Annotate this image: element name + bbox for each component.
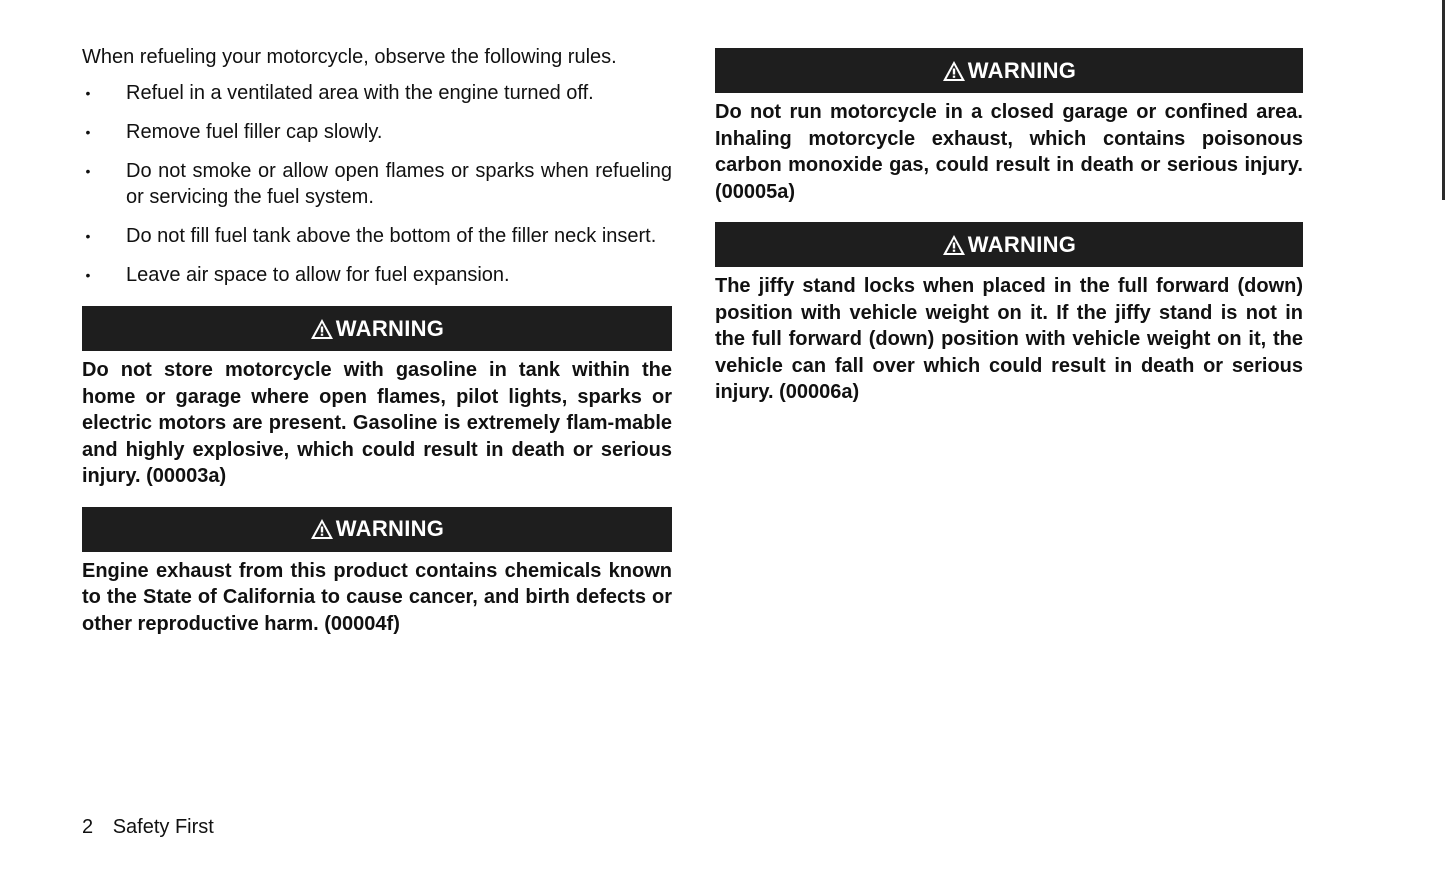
warning-text-california-chemicals: Engine exhaust from this product contains chemicals known to the State of California to cause cancer, and birth defects or other reproductive harm. (00004f) <box>82 559 672 635</box>
warning-label: WARNING <box>335 315 445 341</box>
rule-text: Remove fuel filler cap slowly. <box>126 121 383 143</box>
rule-item <box>82 80 672 106</box>
bullet-icon: • <box>85 124 91 140</box>
rule-text: Refuel in a ventilated area with the engine turned off. <box>126 82 594 104</box>
rule-item <box>82 262 672 288</box>
warning-triangle-icon <box>942 234 966 256</box>
warning-triangle-icon <box>942 60 966 82</box>
warning-banner <box>715 222 1303 267</box>
warning-banner <box>715 48 1303 93</box>
warning-label: WARNING <box>967 231 1077 257</box>
right-column <box>715 48 1303 406</box>
rule-item <box>82 158 672 210</box>
bullet-icon: • <box>85 267 91 283</box>
rule-text: Do not smoke or allow open flames or sparks when refueling or servicing the fuel system. <box>126 160 672 208</box>
warning-label: WARNING <box>967 57 1077 83</box>
warning-triangle-icon <box>310 318 334 340</box>
warning-label: WARNING <box>335 516 445 541</box>
refueling-intro: When refueling your motorcycle, observe the following rules. <box>82 46 617 68</box>
warning-banner <box>82 507 672 552</box>
rule-text: Leave air space to allow for fuel expansion. <box>126 264 510 286</box>
section-title: Safety First <box>112 816 214 838</box>
warning-text-exhaust-garage: Do not run motorcycle in a closed garage or confined area. Inhaling motorcycle exhaust, which contains poisonous carbon monoxide gas, could result in death or serious injury. (00005a) <box>715 101 1303 203</box>
warning-text-jiffy-stand: The jiffy stand locks when placed in the full forward (down) position with vehicle weight on it. If the jiffy stand is not in the full forward (down) position with vehicle weight on it, the vehicle can fall over which could result in death or serious injury. (00006a) <box>715 275 1303 403</box>
rule-item <box>82 119 672 145</box>
left-column <box>82 40 672 637</box>
bullet-icon: • <box>85 228 91 244</box>
warning-text-gasoline-storage: Do not store motorcycle with gasoline in tank within the home or garage where open flames, pilot lights, sparks or electric motors are present. Gasoline is extremely flam-mable and highly explosive, which could result in death or serious injury. (00003a) <box>82 359 672 487</box>
warning-banner <box>82 306 672 351</box>
page-footer <box>82 814 214 840</box>
bullet-icon: • <box>85 163 91 179</box>
rule-item <box>82 223 672 249</box>
warning-triangle-icon <box>310 518 334 540</box>
refueling-rules-list <box>82 80 672 288</box>
bullet-icon: • <box>85 85 91 101</box>
page-number: 2 <box>82 816 94 838</box>
rule-text: Do not fill fuel tank above the bottom of the filler neck insert. <box>126 225 657 247</box>
